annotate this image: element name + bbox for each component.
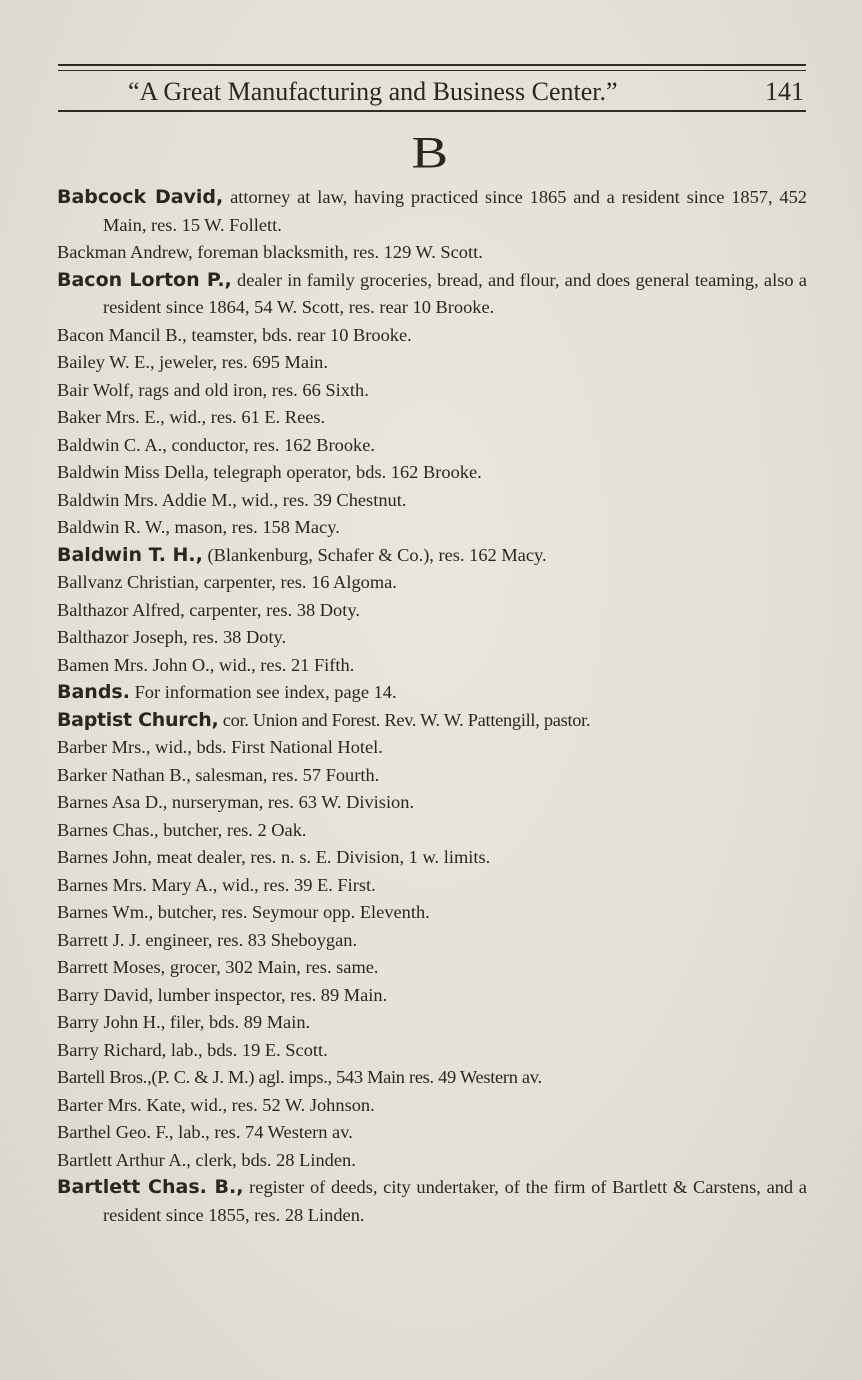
entry-text: Balthazor Alfred, carpenter, res. 38 Doty. <box>57 599 360 620</box>
entry-text: dealer in family groceries, bread, and flour, and does general teaming, also a resident since 1864, 54 W. Scott, res. rear 10 Brooke. <box>103 269 807 317</box>
list-item <box>57 542 807 570</box>
list-item <box>57 1174 807 1229</box>
list-item <box>57 954 807 982</box>
list-item <box>57 267 807 322</box>
list-item <box>57 707 807 735</box>
list-item <box>57 1037 807 1065</box>
list-item <box>57 789 807 817</box>
entry-text: (Blankenburg, Schafer & Co.), res. 162 Macy. <box>207 544 547 565</box>
page-number: 141 <box>765 77 804 106</box>
entry-text: Barthel Geo. F., lab., res. 74 Western av. <box>57 1122 353 1142</box>
entry-text: Backman Andrew, foreman blacksmith, res. 129 W. Scott. <box>57 242 483 262</box>
entry-text: Barry David, lumber inspector, res. 89 Main. <box>57 984 388 1005</box>
entry-text: Barrett Moses, grocer, 302 Main, res. same. <box>57 957 379 977</box>
entry-text: Baldwin Miss Della, telegraph operator, bds. 162 Brooke. <box>57 462 482 482</box>
entry-text: Balthazor Joseph, res. 38 Doty. <box>57 627 287 647</box>
list-item <box>57 349 807 377</box>
section-letter: B <box>411 128 451 177</box>
entry-text: cor. Union and Forest. Rev. W. W. Pattengill, pastor. <box>222 709 591 730</box>
list-item <box>57 597 807 625</box>
entry-text: Baldwin R. W., mason, res. 158 Macy. <box>57 517 340 537</box>
entry-text: Barnes Wm., butcher, res. Seymour opp. Eleventh. <box>57 902 430 922</box>
entry-text: Barnes Chas., butcher, res. 2 Oak. <box>57 819 307 840</box>
running-title: “A Great Manufacturing and Business Center.” <box>128 77 618 106</box>
header-rule-bottom <box>58 110 806 112</box>
entry-text: Baker Mrs. E., wid., res. 61 E. Rees. <box>57 407 326 427</box>
list-item <box>57 514 807 542</box>
list-item <box>57 624 807 652</box>
list-item <box>57 899 807 927</box>
entry-text: attorney at law, having practiced since 1865 and a resident since 1857, 452 Main, res. 15 W. Follett. <box>103 187 807 235</box>
entry-name: Baldwin T. H., <box>57 543 203 566</box>
entry-name: Baptist Church, <box>57 708 219 731</box>
list-item <box>57 872 807 900</box>
list-item <box>57 1119 807 1147</box>
list-item <box>57 927 807 955</box>
entry-name: Babcock David, <box>57 186 224 208</box>
entry-text: Ballvanz Christian, carpenter, res. 16 Algoma. <box>57 572 397 592</box>
list-item <box>57 184 807 239</box>
entry-text: Baldwin C. A., conductor, res. 162 Brooke. <box>57 434 375 455</box>
entry-text: Bamen Mrs. John O., wid., res. 21 Fifth. <box>57 654 355 675</box>
entry-text: Barker Nathan B., salesman, res. 57 Fourth. <box>57 764 380 785</box>
entry-text: For information see index, page 14. <box>134 682 397 702</box>
entry-text: Barter Mrs. Kate, wid., res. 52 W. Johnson. <box>57 1094 375 1115</box>
list-item <box>57 1009 807 1037</box>
entry-text: Baldwin Mrs. Addie M., wid., res. 39 Chestnut. <box>57 489 407 510</box>
entry-text: Barry John H., filer, bds. 89 Main. <box>57 1012 311 1032</box>
list-item <box>57 322 807 350</box>
entry-text: Bailey W. E., jeweler, res. 695 Main. <box>57 352 328 372</box>
entry-text: Barnes Asa D., nurseryman, res. 63 W. Division. <box>57 792 415 812</box>
entry-name: Bartlett Chas. B., <box>57 1176 244 1198</box>
list-item <box>57 377 807 405</box>
list-item <box>57 844 807 872</box>
header-rule-top <box>58 64 806 66</box>
entry-name: Bands. <box>57 681 130 703</box>
entry-text: Barber Mrs., wid., bds. First National Hotel. <box>57 737 383 757</box>
list-item <box>57 1092 807 1120</box>
header-rule-top-thin <box>58 70 806 71</box>
list-item <box>57 679 807 707</box>
list-item <box>57 404 807 432</box>
list-item <box>57 982 807 1010</box>
list-item <box>57 1064 807 1092</box>
list-item <box>57 432 807 460</box>
entry-text: Bartell Bros.,(P. C. & J. M.) agl. imps., 543 Main res. 49 Western av. <box>57 1067 542 1087</box>
list-item <box>57 652 807 680</box>
list-item <box>57 734 807 762</box>
list-item <box>57 817 807 845</box>
entry-text: Bacon Mancil B., teamster, bds. rear 10 Brooke. <box>57 324 412 345</box>
entry-text: Bartlett Arthur A., clerk, bds. 28 Linden. <box>57 1149 356 1170</box>
entry-text: Barry Richard, lab., bds. 19 E. Scott. <box>57 1039 328 1060</box>
entry-text: Barrett J. J. engineer, res. 83 Sheboygan. <box>57 929 358 950</box>
entry-text: register of deeds, city undertaker, of the firm of Bartlett & Carstens, and a resident since 1855, res. 28 Linden. <box>103 1177 807 1225</box>
list-item <box>57 569 807 597</box>
list-item <box>57 459 807 487</box>
list-item <box>57 762 807 790</box>
entry-text: Barnes Mrs. Mary A., wid., res. 39 E. First. <box>57 874 376 895</box>
entry-text: Barnes John, meat dealer, res. n. s. E. Division, 1 w. limits. <box>57 847 491 867</box>
list-item <box>57 1147 807 1175</box>
list-item <box>57 487 807 515</box>
directory-entries <box>57 184 807 1229</box>
entry-name: Bacon Lorton P., <box>57 268 232 291</box>
entry-text: Bair Wolf, rags and old iron, res. 66 Sixth. <box>57 379 369 400</box>
list-item <box>57 239 807 267</box>
